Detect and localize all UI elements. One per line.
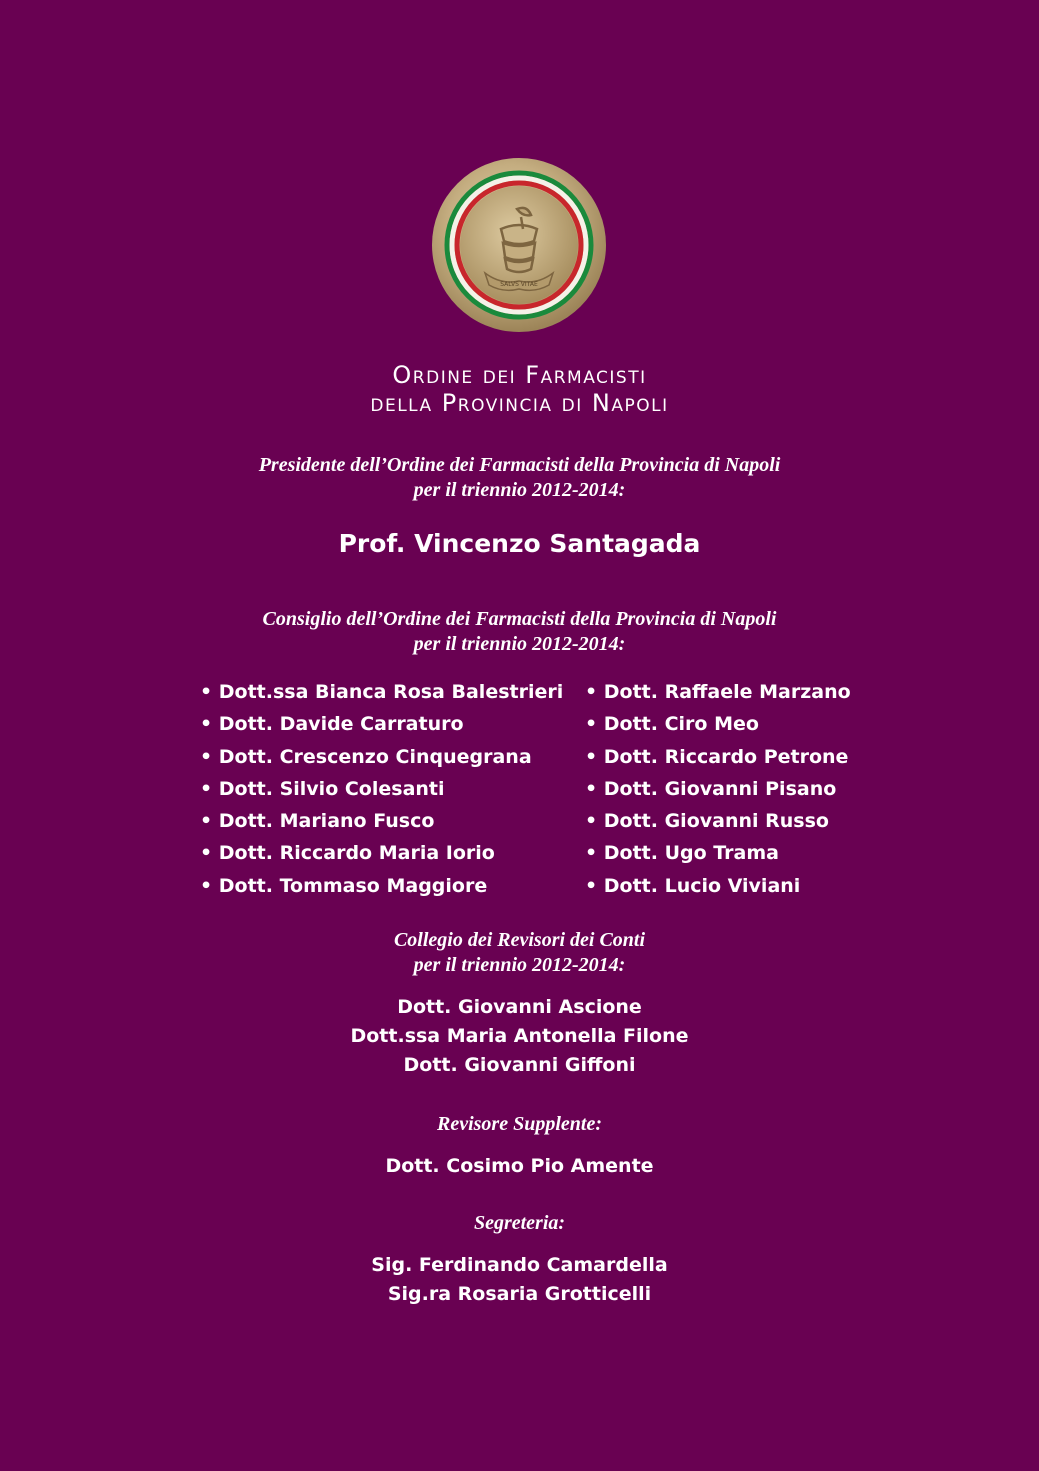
secretariat-name: Sig.ra Rosaria Grotticelli: [387, 1283, 652, 1305]
council-member: • Dott. Riccardo Maria Iorio: [200, 837, 563, 869]
council-member: • Dott. Giovanni Pisano: [585, 773, 851, 805]
secretariat-heading: Segreteria:: [473, 1212, 566, 1234]
council-member: • Dott. Davide Carraturo: [200, 708, 563, 740]
council-member: • Dott. Lucio Viviani: [585, 870, 851, 902]
council-member: • Dott. Ugo Trama: [585, 837, 851, 869]
council-member: • Dott.ssa Bianca Rosa Balestrieri: [200, 676, 563, 708]
council-member: • Dott. Ciro Meo: [585, 708, 851, 740]
seal-emblem: [431, 157, 607, 333]
council-list-left: [200, 676, 563, 902]
council-member: • Dott. Tommaso Maggiore: [200, 870, 563, 902]
substitute-heading: Revisore Supplente:: [437, 1113, 602, 1135]
council-heading-line-1: Consiglio dell’Ordine dei Farmacisti della Provincia di Napoli: [262, 608, 777, 630]
auditors-heading-line-1: Collegio dei Revisori dei Conti: [393, 929, 646, 951]
council-member: • Dott. Giovanni Russo: [585, 805, 851, 837]
council-member: • Dott. Silvio Colesanti: [200, 773, 563, 805]
auditors-heading: [0, 928, 1039, 978]
auditors-heading-line-2: per il triennio 2012-2014:: [413, 954, 626, 976]
seal-inscription: SALVS VITAE: [500, 281, 538, 288]
council-member: • Dott. Riccardo Petrone: [585, 741, 851, 773]
substitute-name: Dott. Cosimo Pio Amente: [385, 1155, 654, 1177]
seal-svg: [431, 157, 607, 333]
president-heading-line-1: Presidente dell’Ordine dei Farmacisti della Provincia di Napoli: [258, 454, 781, 476]
council-member: • Dott. Crescenzo Cinquegrana: [200, 741, 563, 773]
council-heading-line-2: per il triennio 2012-2014:: [413, 633, 626, 655]
org-title-line-2: della Provincia di Napoli: [370, 389, 669, 417]
president-heading-line-2: per il triennio 2012-2014:: [413, 479, 626, 501]
president-heading: [0, 453, 1039, 503]
council-member: • Dott. Raffaele Marzano: [585, 676, 851, 708]
auditor-name: Dott. Giovanni Ascione: [397, 996, 642, 1018]
president-name: Prof. Vincenzo Santagada: [338, 529, 701, 558]
council-member: • Dott. Mariano Fusco: [200, 805, 563, 837]
council-list-right: [585, 676, 851, 902]
org-title-line-1: Ordine dei Farmacisti: [392, 361, 647, 389]
council-heading: [0, 607, 1039, 657]
secretariat-name: Sig. Ferdinando Camardella: [371, 1254, 668, 1276]
auditors-names: [0, 993, 1039, 1080]
secretariat-names: [0, 1251, 1039, 1309]
auditor-name: Dott. Giovanni Giffoni: [403, 1054, 636, 1076]
auditor-name: Dott.ssa Maria Antonella Filone: [350, 1025, 689, 1047]
org-title: [0, 361, 1039, 417]
